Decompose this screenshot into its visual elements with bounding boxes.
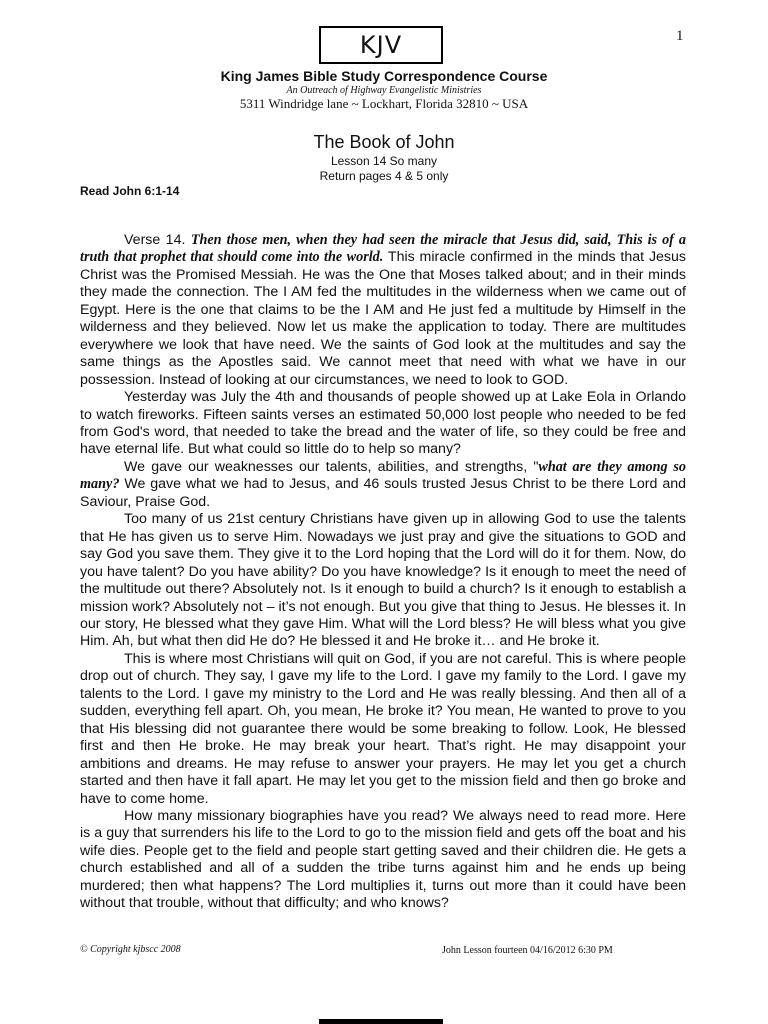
paragraph-talents: Too many of us 21st century Christians have given up in allowing God to use the talents that He has given us to serve Him. Nowadays we just pray and give the situations to GOD and say God you save them. They give it to the Lord hoping that the Lord will do it for them. Now, do you have talent? Do you have ability? Do you have knowledge? Is it enough to meet the need of the multitude out there? Absolutely not. Is it enough to build a church? Is it enough to establish a mission work? Absolutely not – it’s not enough. But you give that thing to Jesus. He blesses it. In our story, He blessed what they gave Him. What will the Lord bless? He will bless what you give Him. Ah, but what then did He do? He blessed it and He broke it… and He broke it.: [80, 511, 686, 650]
paragraph-missionary: How many missionary biographies have you read? We always need to read more. Here is a guy that surrenders his life to the Lord to go to the mission field and gets off the boat and his wife dies. People get to the field and people start getting saved and their children die. He gets a church established and all of a sudden the tribe turns against him and he ends up being murdered; then what happens? The Lord multiplies it, turns out more than it could have been without that trouble, without that difficulty; and who knows?: [80, 807, 686, 912]
address-line: 5311 Windridge lane ~ Lockhart, Florida 32810 ~ USA: [239, 96, 529, 111]
verse-quote: Then those men, when they had seen the miracle that Jesus did, said, This is of a truth that prophet that should come into the world.: [80, 232, 686, 266]
course-title: King James Bible Study Correspondence Course: [220, 68, 548, 84]
copyright-symbol: ©: [80, 944, 88, 955]
page-edge-bar: [319, 1019, 443, 1024]
paragraph-verse: [80, 232, 686, 389]
lesson-body: [80, 232, 686, 913]
weaknesses-text: We gave our weaknesses our talents, abilities, and strengths, ": [124, 458, 539, 475]
reading-assignment: Read John 6:1-14: [80, 184, 180, 198]
outreach-line: An Outreach of Highway Evangelistic Ministries: [286, 85, 482, 96]
copyright-notice: [80, 944, 181, 955]
return-note: Return pages 4 & 5 only: [319, 169, 449, 183]
book-title: The Book of John: [313, 132, 455, 152]
lesson-title: Lesson 14 So many: [330, 154, 438, 168]
among-so-many-quote: what are they among so many?: [80, 458, 686, 493]
kjv-badge-label: KJV: [359, 31, 403, 59]
paragraph-quit-on-god: This is where most Christians will quit on God, if you are not careful. This is where people drop out of church. They say, I gave my life to the Lord. I gave my family to the Lord. I gave my talents to the Lord. I gave my ministry to the Lord and He was really blessing. And then all of a sudden, everything fell apart. Oh, you mean, He broke it? You mean, He wanted to prove to you that His blessing did not guarantee there would be some breaking to follow. Look, He blessed first and then He broke. He may break your heart. That’s right. He may disappoint your ambitions and dreams. He may refuse to answer your prayers. He may let you get a church started and then have it fall apart. He may let you get to the mission field and then go broke and have to come home.: [80, 650, 686, 807]
paragraph-lake-eola: Yesterday was July the 4th and thousands of people showed up at Lake Eola in Orlando to watch fireworks. Fifteen saints verses an estimated 50,000 lost people who needed to be fed from God's word, that needed to take the bread and the water of life, so they could be free and have eternal life. But what could so little do to help so many?: [80, 389, 686, 458]
document-info: John Lesson fourteen 04/16/2012 6:30 PM: [442, 945, 613, 956]
verse-intro: Verse 14.: [124, 232, 191, 248]
paragraph-weaknesses: [80, 459, 686, 511]
kjv-badge: [319, 26, 443, 64]
verse-commentary: This miracle confirmed in the minds that Jesus Christ was the Promised Messiah. He was the One that Moses talked about; and in their minds they made the connection. The I AM fed the multitudes in the wilderness when we came out of Egypt. Here is the one that claims to be the I AM and He just fed a multitude by Himself in the wilderness and they believed. Now let us make the application to today. There are multitudes everywhere we look that have need. We the saints of God look at the multitudes and say the same things as the Apostles said. We cannot meet that need with what we have in our possession. Instead of looking at our circumstances, we need to look to GOD.: [80, 249, 686, 388]
weaknesses-text-end: We gave what we had to Jesus, and 46 souls trusted Jesus Christ to be there Lord and Saviour, Praise God.: [80, 476, 686, 510]
copyright-text: Copyright kjbscc 2008: [87, 944, 181, 955]
page-number: 1: [676, 28, 684, 44]
